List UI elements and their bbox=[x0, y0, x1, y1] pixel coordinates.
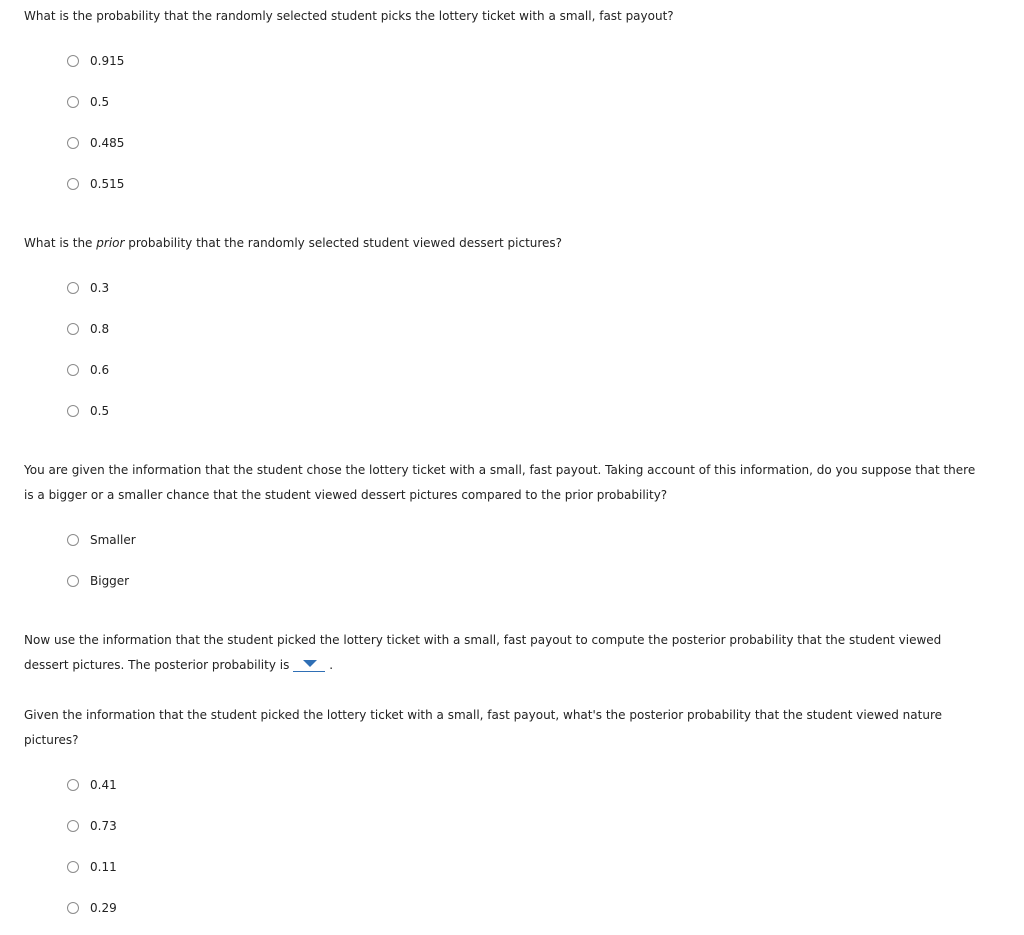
radio-button[interactable] bbox=[67, 534, 79, 546]
q2-option-4[interactable] bbox=[67, 403, 109, 419]
q5-option-2[interactable] bbox=[67, 818, 117, 834]
radio-button[interactable] bbox=[67, 178, 79, 190]
question-2-text-end: probability that the randomly selected student viewed dessert pictures? bbox=[124, 236, 563, 250]
q1-option-3[interactable] bbox=[67, 135, 124, 151]
radio-button[interactable] bbox=[67, 282, 79, 294]
radio-button[interactable] bbox=[67, 575, 79, 587]
question-2-emphasis: prior bbox=[96, 236, 125, 250]
q1-option-1[interactable] bbox=[67, 53, 124, 69]
question-5-text: Given the information that the student picked the lottery ticket with a small, fast payout, what's the posterior probability that the student viewed nature pictures? bbox=[24, 708, 942, 747]
q5-option-1-label: 0.41 bbox=[90, 778, 117, 792]
q2-option-4-label: 0.5 bbox=[90, 404, 110, 418]
q2-option-3-label: 0.6 bbox=[90, 363, 110, 377]
q5-option-3[interactable] bbox=[67, 859, 117, 875]
question-3-text: You are given the information that the student chose the lottery ticket with a small, fast payout. Taking account of this information, do you suppose that there is a bigger or a smaller chance that the student viewed dessert pictures compared to the prior probability? bbox=[24, 463, 976, 502]
q2-option-1[interactable] bbox=[67, 280, 109, 296]
q1-option-3-label: 0.485 bbox=[90, 136, 125, 150]
radio-button[interactable] bbox=[67, 861, 79, 873]
q5-option-4[interactable] bbox=[67, 900, 117, 916]
q1-option-4[interactable] bbox=[67, 176, 124, 192]
q1-option-2[interactable] bbox=[67, 94, 109, 110]
radio-button[interactable] bbox=[67, 137, 79, 149]
q1-option-1-label: 0.915 bbox=[90, 54, 125, 68]
radio-button[interactable] bbox=[67, 55, 79, 67]
q5-option-3-label: 0.11 bbox=[90, 860, 117, 874]
radio-button[interactable] bbox=[67, 779, 79, 791]
q2-option-3[interactable] bbox=[67, 362, 109, 378]
q5-option-1[interactable] bbox=[67, 777, 117, 793]
q2-option-1-label: 0.3 bbox=[90, 281, 110, 295]
radio-button[interactable] bbox=[67, 820, 79, 832]
posterior-probability-dropdown[interactable] bbox=[293, 657, 325, 672]
chevron-down-icon bbox=[303, 660, 317, 667]
question-2-text-start: What is the bbox=[24, 236, 97, 250]
radio-button[interactable] bbox=[67, 96, 79, 108]
radio-button[interactable] bbox=[67, 364, 79, 376]
q5-option-2-label: 0.73 bbox=[90, 819, 117, 833]
q2-option-2-label: 0.8 bbox=[90, 322, 110, 336]
q5-option-4-label: 0.29 bbox=[90, 901, 117, 915]
q3-option-1-label: Smaller bbox=[90, 533, 136, 547]
question-4-text bbox=[24, 628, 984, 678]
q3-option-2[interactable] bbox=[67, 573, 129, 589]
q3-option-2-label: Bigger bbox=[90, 574, 130, 588]
q2-option-2[interactable] bbox=[67, 321, 109, 337]
question-2-text bbox=[24, 231, 984, 256]
radio-button[interactable] bbox=[67, 323, 79, 335]
radio-button[interactable] bbox=[67, 405, 79, 417]
question-4-text-body: Now use the information that the student picked the lottery ticket with a small, fast payout to compute the posterior probability that the student viewed dessert pictures. The posterior probability is bbox=[24, 633, 942, 672]
q1-option-4-label: 0.515 bbox=[90, 177, 125, 191]
q3-option-1[interactable] bbox=[67, 532, 136, 548]
radio-button[interactable] bbox=[67, 902, 79, 914]
q1-option-2-label: 0.5 bbox=[90, 95, 110, 109]
question-4-text-end: . bbox=[329, 658, 334, 672]
question-1-text: What is the probability that the randomly selected student picks the lottery ticket with a small, fast payout? bbox=[24, 9, 674, 23]
